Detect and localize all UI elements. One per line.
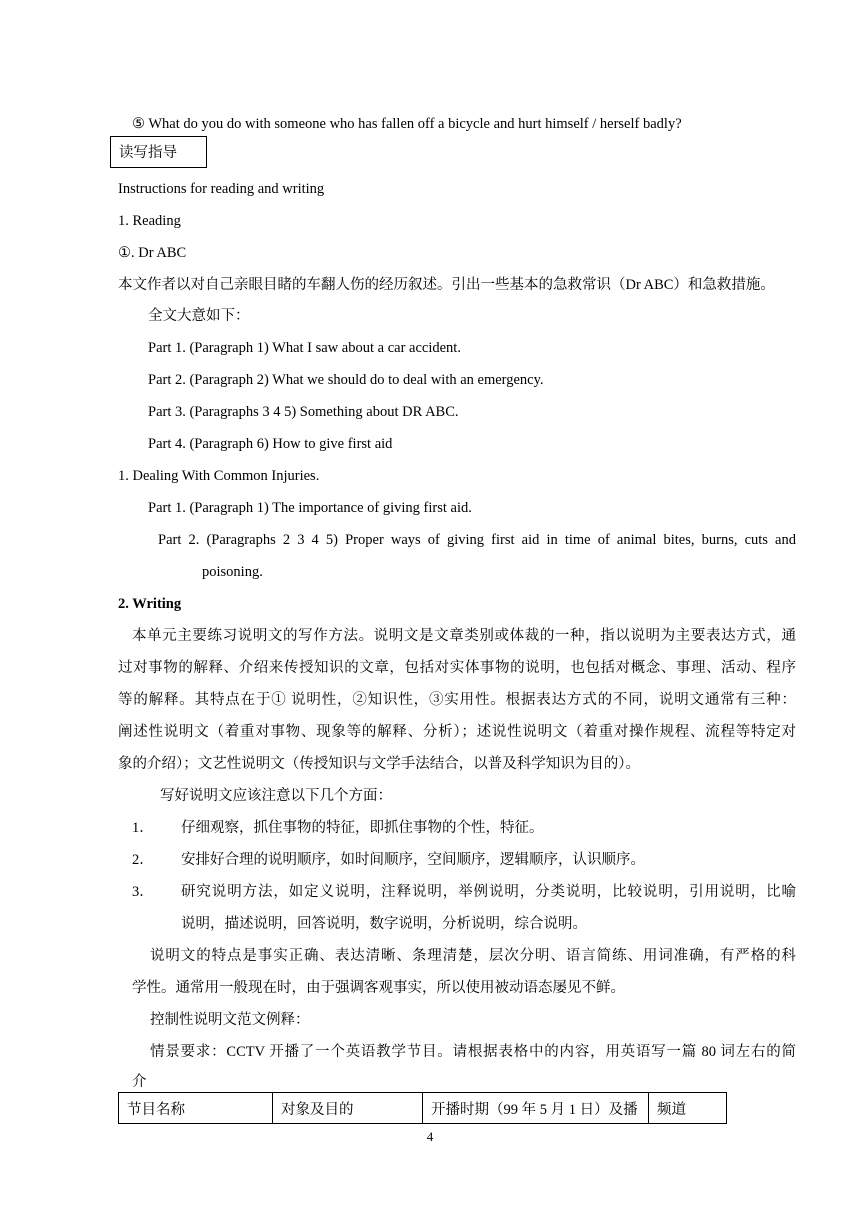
table-header-cell: 节目名称 bbox=[119, 1093, 273, 1124]
part-line: Part 4. (Paragraph 6) How to give first aid bbox=[148, 436, 393, 452]
reading-sub2: 1. Dealing With Common Injuries. bbox=[118, 468, 320, 484]
reading-heading: 1. Reading bbox=[118, 213, 181, 229]
table-header-cell: 频道 bbox=[649, 1093, 727, 1124]
question-5: ⑤ What do you do with someone who has fallen off a bicycle and hurt himself / herself badly? bbox=[132, 116, 682, 132]
notes-intro: 写好说明文应该注意以下几个方面： bbox=[160, 788, 392, 804]
writing-paragraph-line: 本单元主要练习说明文的写作方法。说明文是文章类别或体裁的一种，指以说明为主要表达方式，通 bbox=[132, 628, 796, 644]
table-header-row bbox=[119, 1093, 727, 1124]
section-box-title: 读写指导 bbox=[119, 145, 177, 161]
writing-paragraph-line: 过对事物的解释、介绍来传授知识的文章，包括对实体事物的说明，也包括对概念、事理、活动、程序 bbox=[118, 660, 796, 676]
instructions-title: Instructions for reading and writing bbox=[118, 181, 325, 197]
list-item: 安排好合理的说明顺序，如时间顺序，空间顺序，逻辑顺序，认识顺序。 bbox=[181, 852, 645, 868]
main-idea-label: 全文大意如下： bbox=[148, 308, 250, 324]
scenario-line-continued: 介 bbox=[132, 1074, 147, 1090]
example-title: 控制性说明文范文例释： bbox=[150, 1012, 310, 1028]
writing-paragraph-line: 象的介绍）；文艺性说明文（传授知识与文学手法结合，以普及科学知识为目的）。 bbox=[118, 756, 640, 772]
part-line: Part 1. (Paragraph 1) What I saw about a car accident. bbox=[148, 340, 461, 356]
reading-summary: 本文作者以对自己亲眼目睹的车翻人伤的经历叙述。引出一些基本的急救常识（Dr ABC）和急救措施。 bbox=[118, 277, 775, 293]
writing-paragraph-line: 阐述性说明文（着重对事物、现象等的解释、分析）；述说性说明文（着重对操作规程、流程等特定对 bbox=[118, 724, 796, 740]
table-header-cell: 开播时期（99 年 5 月 1 日）及播 bbox=[423, 1093, 649, 1124]
reading-sub1: ①. Dr ABC bbox=[118, 245, 187, 261]
scenario-line: 情景要求：CCTV 开播了一个英语教学节目。请根据表格中的内容，用英语写一篇 80 词左右的简 bbox=[150, 1044, 796, 1060]
page-number: 4 bbox=[426, 1129, 434, 1144]
part-line: Part 2. (Paragraphs 2 3 4 5) Proper ways of giving first aid in time of animal bites, burns, cuts and bbox=[158, 532, 796, 548]
part-line: Part 3. (Paragraphs 3 4 5) Something about DR ABC. bbox=[148, 404, 459, 420]
part-line: Part 1. (Paragraph 1) The importance of giving first aid. bbox=[148, 500, 472, 516]
program-table bbox=[118, 1092, 727, 1124]
part-line-continued: poisoning. bbox=[202, 564, 263, 580]
writing-paragraph-line: 等的解释。其特点在于① 说明性，②知识性，③实用性。根据表达方式的不同，说明文通常有三种： bbox=[118, 692, 796, 708]
table-header-cell: 对象及目的 bbox=[273, 1093, 423, 1124]
writing-heading: 2. Writing bbox=[118, 596, 182, 612]
features-line: 说明文的特点是事实正确、表达清晰、条理清楚，层次分明、语言简练、用词准确，有严格的科 bbox=[150, 948, 796, 964]
features-line: 学性。通常用一般现在时，由于强调客观事实，所以使用被动语态屡见不鲜。 bbox=[132, 980, 625, 996]
list-number: 2． bbox=[132, 852, 154, 868]
section-box bbox=[110, 136, 207, 168]
part-line: Part 2. (Paragraph 2) What we should do to deal with an emergency. bbox=[148, 372, 544, 388]
list-item: 仔细观察，抓住事物的特征，即抓住事物的个性，特征。 bbox=[181, 820, 544, 836]
list-item-continued: 说明，描述说明，回答说明，数字说明，分析说明，综合说明。 bbox=[181, 916, 587, 932]
list-number: 1． bbox=[132, 820, 154, 836]
list-number: 3． bbox=[132, 884, 154, 900]
list-item: 研究说明方法，如定义说明，注释说明，举例说明，分类说明，比较说明，引用说明，比喻 bbox=[181, 884, 796, 900]
